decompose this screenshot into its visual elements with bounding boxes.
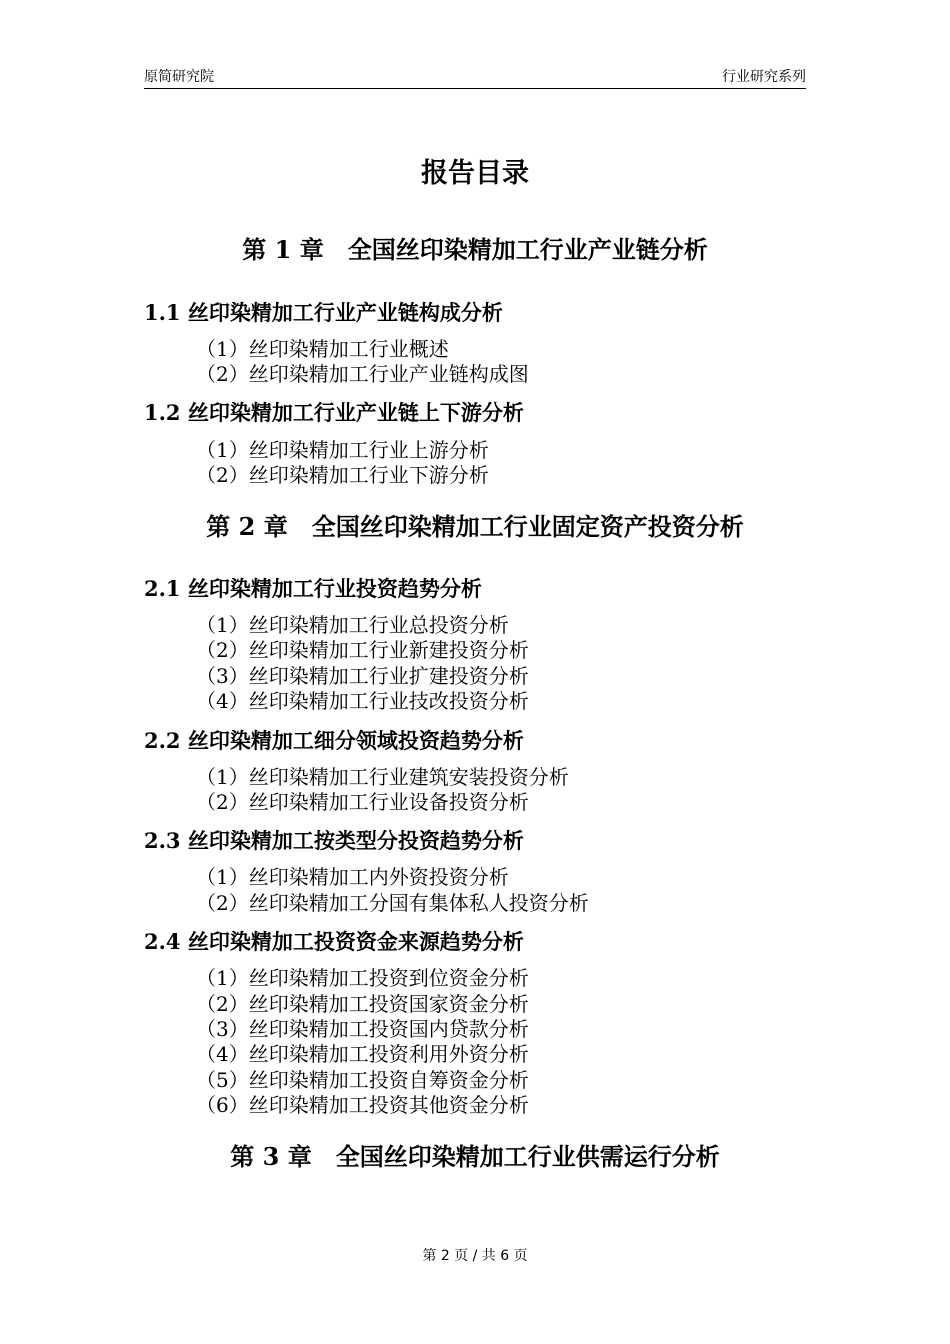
- chapter-1-heading: 第 1 章 全国丝印染精加工行业产业链分析: [242, 235, 708, 264]
- toc-item: （2）丝印染精加工行业设备投资分析: [196, 790, 529, 814]
- section-2-4-heading: 2.4 丝印染精加工投资资金来源趋势分析: [144, 929, 524, 954]
- section-2-2-heading: 2.2 丝印染精加工细分领域投资趋势分析: [144, 728, 524, 753]
- toc-item: （2）丝印染精加工行业产业链构成图: [196, 362, 529, 386]
- toc-item: （3）丝印染精加工投资国内贷款分析: [196, 1017, 529, 1041]
- toc-item: （2）丝印染精加工分国有集体私人投资分析: [196, 891, 589, 915]
- toc-item: （2）丝印染精加工行业下游分析: [196, 463, 489, 487]
- toc-item: （1）丝印染精加工投资到位资金分析: [196, 966, 529, 990]
- toc-item: （1）丝印染精加工行业建筑安装投资分析: [196, 765, 569, 789]
- toc-item: （1）丝印染精加工内外资投资分析: [196, 865, 509, 889]
- toc-item: （3）丝印染精加工行业扩建投资分析: [196, 664, 529, 688]
- toc-item: （1）丝印染精加工行业上游分析: [196, 438, 489, 462]
- toc-item: （1）丝印染精加工行业总投资分析: [196, 613, 509, 637]
- toc-item: （1）丝印染精加工行业概述: [196, 337, 449, 361]
- toc-item: （2）丝印染精加工行业新建投资分析: [196, 638, 529, 662]
- chapter-2-heading: 第 2 章 全国丝印染精加工行业固定资产投资分析: [206, 512, 744, 541]
- toc-item: （4）丝印染精加工投资利用外资分析: [196, 1042, 529, 1066]
- header-org-name: 原简研究院: [144, 69, 214, 85]
- page-title: 报告目录: [421, 158, 529, 189]
- section-1-2-heading: 1.2 丝印染精加工行业产业链上下游分析: [144, 400, 524, 425]
- page-number-footer: 第 2 页 / 共 6 页: [422, 1248, 528, 1264]
- header-series-name: 行业研究系列: [722, 69, 806, 85]
- toc-item: （2）丝印染精加工投资国家资金分析: [196, 992, 529, 1016]
- toc-item: （6）丝印染精加工投资其他资金分析: [196, 1093, 529, 1117]
- section-2-3-heading: 2.3 丝印染精加工按类型分投资趋势分析: [144, 828, 524, 853]
- chapter-3-heading: 第 3 章 全国丝印染精加工行业供需运行分析: [230, 1142, 720, 1171]
- section-1-1-heading: 1.1 丝印染精加工行业产业链构成分析: [144, 300, 503, 325]
- toc-item: （5）丝印染精加工投资自筹资金分析: [196, 1068, 529, 1092]
- header-divider: [144, 88, 806, 89]
- section-2-1-heading: 2.1 丝印染精加工行业投资趋势分析: [144, 576, 482, 601]
- toc-item: （4）丝印染精加工行业技改投资分析: [196, 689, 529, 713]
